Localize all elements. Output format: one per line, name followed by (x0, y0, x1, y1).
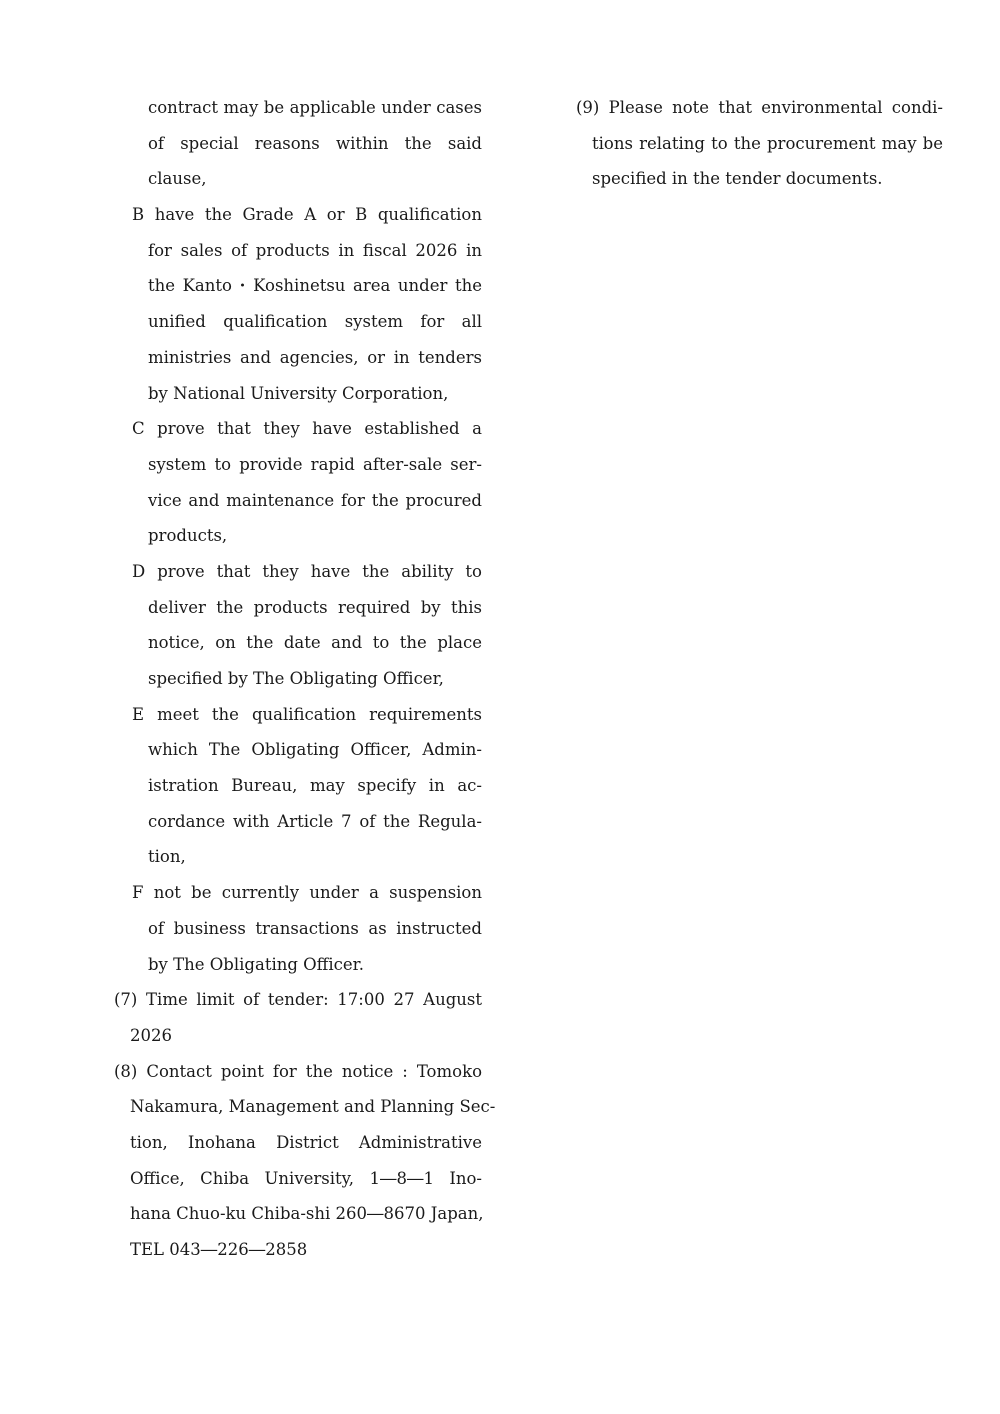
text-line: clause, (148, 169, 207, 189)
text-line: B have the Grade A or B qualification (132, 205, 482, 225)
text-line: vice and maintenance for the procured (148, 490, 482, 510)
text-line: C prove that they have established a (132, 419, 482, 439)
text-line: of business transactions as instructed (148, 918, 482, 938)
text-line: TEL 043―226―2858 (130, 1240, 308, 1259)
text-line: hana Chuo-ku Chiba-shi 260―8670 Japan, (130, 1204, 484, 1224)
text-line: notice, on the date and to the place (148, 633, 482, 653)
text-line: which The Obligating Officer, Admin- (148, 740, 482, 760)
text-line: cordance with Article 7 of the Regula- (148, 811, 482, 831)
text-line: E meet the qualification requirements (132, 704, 482, 724)
text-line: F not be currently under a suspension (132, 883, 482, 903)
text-line: contract may be applicable under cases (148, 98, 482, 117)
text-line: (7) Time limit of tender: 17:00 27 August (114, 990, 482, 1010)
text-line: tion, (148, 847, 186, 867)
text-line: of special reasons within the said (148, 133, 482, 153)
text-line: specified in the tender documents. (592, 169, 883, 189)
text-line: system to provide rapid after-sale ser- (148, 454, 482, 474)
text-line: (8) Contact point for the notice : Tomoko (114, 1061, 482, 1081)
text-line: 2026 (130, 1025, 172, 1045)
left-column (114, 90, 496, 1268)
right-column (576, 90, 943, 197)
text-line: the Kanto・Koshinetsu area under the (148, 276, 482, 296)
text-line: specified by The Obligating Officer, (148, 669, 444, 688)
text-line: tions relating to the procurement may be (592, 133, 943, 153)
text-line: by National University Corporation, (148, 383, 449, 403)
text-line: tion, Inohana District Administrative (130, 1132, 482, 1152)
text-line: for sales of products in fiscal 2026 in (148, 240, 482, 260)
text-line: ministries and agencies, or in tenders (148, 347, 482, 367)
text-line: by The Obligating Officer. (148, 954, 365, 974)
text-line: unified qualification system for all (148, 312, 482, 332)
text-line: D prove that they have the ability to (132, 561, 482, 581)
text-line: deliver the products required by this (148, 597, 482, 617)
text-line: products, (148, 526, 228, 546)
text-line: Nakamura, Management and Planning Sec- (130, 1097, 496, 1117)
text-line: (9) Please note that environmental condi- (576, 98, 943, 117)
text-line: istration Bureau, may specify in ac- (148, 776, 482, 796)
text-line: Office, Chiba University, 1―8―1 Ino- (130, 1168, 482, 1188)
